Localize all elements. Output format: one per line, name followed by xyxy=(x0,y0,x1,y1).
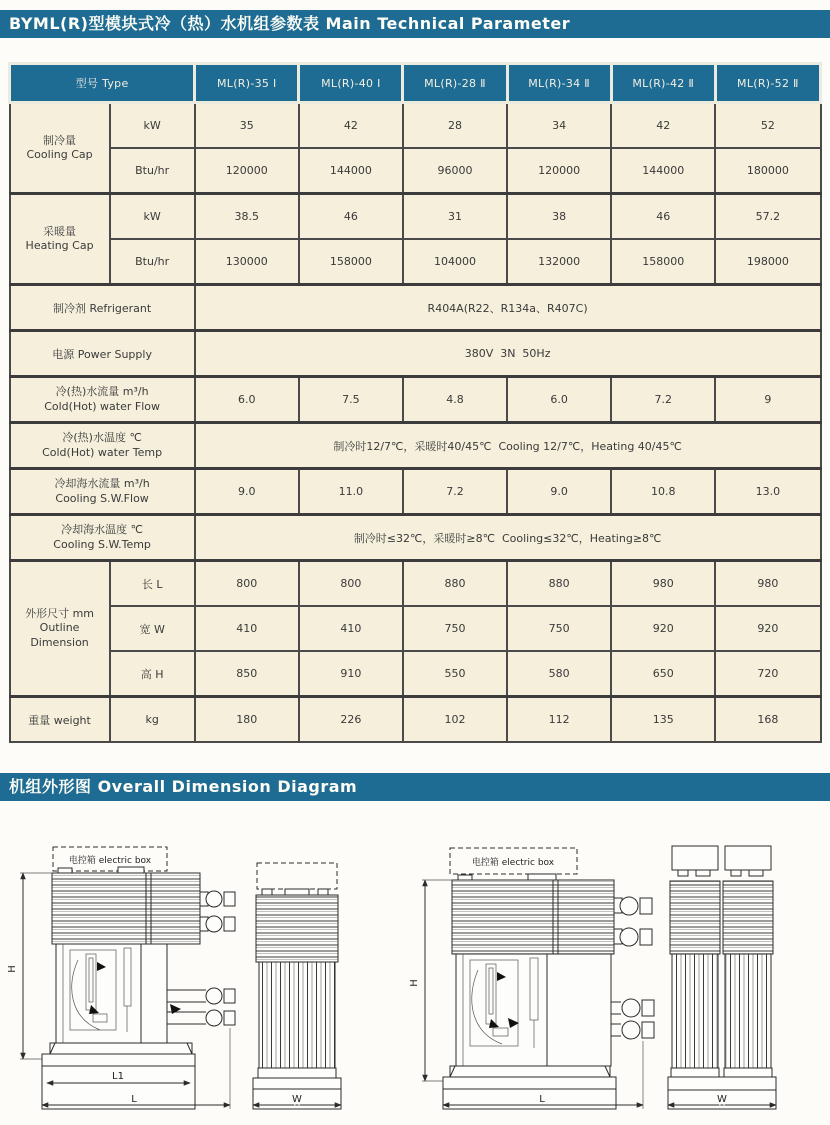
side-view-dual-module xyxy=(668,846,776,1109)
value-cell: 920 xyxy=(715,606,820,651)
value-cell: 13.0 xyxy=(715,469,820,515)
value-cell: 42 xyxy=(299,103,403,149)
refrigerant-value: R404A(R22、R134a、R407C) xyxy=(195,285,821,331)
sw-temp-value: 制冷时≤32℃，采暖时≥8℃ Cooling≤32℃，Heating≥8℃ xyxy=(195,515,821,561)
value-cell: 850 xyxy=(195,651,299,697)
value-cell: 800 xyxy=(195,561,299,607)
dim-label-w: W xyxy=(292,1094,302,1105)
sw-flow-label: 冷却海水流量 m³/h Cooling S.W.Flow xyxy=(10,469,195,515)
water-flow-label: 冷(热)水流量 m³/h Cold(Hot) water Flow xyxy=(10,377,195,423)
table-row-length xyxy=(10,561,821,607)
dimension-diagram xyxy=(0,836,830,1125)
water-temp-value: 制冷时12/7℃，采暖时40/45℃ Cooling 12/7℃，Heating 40/45℃ xyxy=(195,423,821,469)
value-cell: 31 xyxy=(403,194,507,240)
water-temp-label: 冷(热)水温度 ℃ Cold(Hot) water Temp xyxy=(10,423,195,469)
section-header-dimension-diagram: 机组外形图 Overall Dimension Diagram xyxy=(0,773,830,801)
value-cell: 550 xyxy=(403,651,507,697)
value-cell: 120000 xyxy=(195,148,299,194)
refrigerant-label: 制冷剂 Refrigerant xyxy=(10,285,195,331)
value-cell: 7.5 xyxy=(299,377,403,423)
heating-cap-label: 采暖量 Heating Cap xyxy=(10,194,110,285)
parameter-table xyxy=(8,62,822,743)
dim-label-h: H xyxy=(409,979,420,987)
value-cell: 7.2 xyxy=(403,469,507,515)
value-cell: 6.0 xyxy=(507,377,611,423)
value-cell: 130000 xyxy=(195,239,299,285)
table-row-refrigerant xyxy=(10,285,821,331)
value-cell: 650 xyxy=(611,651,715,697)
table-row-sw-flow xyxy=(10,469,821,515)
unit-cell: kW xyxy=(110,194,195,240)
model-header-cell: ML(R)-52 Ⅱ xyxy=(715,64,820,103)
value-cell: 132000 xyxy=(507,239,611,285)
table-row-cooling-btu xyxy=(10,148,821,194)
section-header-parameters: BYML(R)型模块式冷（热）水机组参数表 Main Technical Parameter xyxy=(0,10,830,38)
value-cell: 7.2 xyxy=(611,377,715,423)
cooling-cap-label: 制冷量 Cooling Cap xyxy=(10,103,110,194)
side-view-single-module xyxy=(253,863,341,1109)
value-cell: 96000 xyxy=(403,148,507,194)
sw-temp-label: 冷却海水温度 ℃ Cooling S.W.Temp xyxy=(10,515,195,561)
dim-label-l1: L1 xyxy=(112,1071,124,1082)
unit-cell: 宽 W xyxy=(110,606,195,651)
outline-dimension-label: 外形尺寸 mm Outline Dimension xyxy=(10,561,110,697)
value-cell: 42 xyxy=(611,103,715,149)
model-header-cell: ML(R)-42 Ⅱ xyxy=(611,64,715,103)
model-header-cell: ML(R)-28 Ⅱ xyxy=(403,64,507,103)
value-cell: 144000 xyxy=(299,148,403,194)
power-supply-label: 电源 Power Supply xyxy=(10,331,195,377)
value-cell: 180000 xyxy=(715,148,820,194)
catalog-page xyxy=(0,10,830,1105)
table-row-water-temp xyxy=(10,423,821,469)
unit-cell: Btu/hr xyxy=(110,239,195,285)
table-row-weight xyxy=(10,697,821,743)
type-header-cell: 型号 Type xyxy=(10,64,195,103)
value-cell: 410 xyxy=(195,606,299,651)
value-cell: 4.8 xyxy=(403,377,507,423)
table-row-height xyxy=(10,651,821,697)
power-supply-value: 380V 3N 50Hz xyxy=(195,331,821,377)
value-cell: 38 xyxy=(507,194,611,240)
value-cell: 158000 xyxy=(611,239,715,285)
value-cell: 46 xyxy=(611,194,715,240)
dim-label-l: L xyxy=(131,1094,137,1105)
table-row-models xyxy=(10,64,821,103)
value-cell: 9.0 xyxy=(507,469,611,515)
table-row-heating-kw xyxy=(10,194,821,240)
value-cell: 38.5 xyxy=(195,194,299,240)
value-cell: 46 xyxy=(299,194,403,240)
model-header-cell: ML(R)-35 Ⅰ xyxy=(195,64,299,103)
value-cell: 580 xyxy=(507,651,611,697)
value-cell: 198000 xyxy=(715,239,820,285)
table-row-heating-btu xyxy=(10,239,821,285)
value-cell: 750 xyxy=(403,606,507,651)
electric-box-label: 电控箱 electric box xyxy=(471,858,555,868)
value-cell: 410 xyxy=(299,606,403,651)
dim-label-h: H xyxy=(7,965,18,973)
dim-label-l: L xyxy=(539,1094,545,1105)
value-cell: 102 xyxy=(403,697,507,743)
unit-cell: kW xyxy=(110,103,195,149)
value-cell: 800 xyxy=(299,561,403,607)
dim-label-w: W xyxy=(717,1094,727,1105)
table-row-water-flow xyxy=(10,377,821,423)
value-cell: 52 xyxy=(715,103,820,149)
value-cell: 158000 xyxy=(299,239,403,285)
value-cell: 226 xyxy=(299,697,403,743)
model-header-cell: ML(R)-40 Ⅰ xyxy=(299,64,403,103)
value-cell: 135 xyxy=(611,697,715,743)
value-cell: 880 xyxy=(403,561,507,607)
value-cell: 9.0 xyxy=(195,469,299,515)
value-cell: 920 xyxy=(611,606,715,651)
model-header-cell: ML(R)-34 Ⅱ xyxy=(507,64,611,103)
unit-cell: 高 H xyxy=(110,651,195,697)
value-cell: 144000 xyxy=(611,148,715,194)
value-cell: 180 xyxy=(195,697,299,743)
weight-label: 重量 weight xyxy=(10,697,110,743)
value-cell: 112 xyxy=(507,697,611,743)
value-cell: 720 xyxy=(715,651,820,697)
unit-cell: Btu/hr xyxy=(110,148,195,194)
table-row-width xyxy=(10,606,821,651)
unit-cell: 长 L xyxy=(110,561,195,607)
value-cell: 28 xyxy=(403,103,507,149)
table-row-cooling-kw xyxy=(10,103,821,149)
value-cell: 910 xyxy=(299,651,403,697)
table-row-power-supply xyxy=(10,331,821,377)
value-cell: 57.2 xyxy=(715,194,820,240)
value-cell: 6.0 xyxy=(195,377,299,423)
electric-box-label: 电控箱 electric box xyxy=(68,856,152,866)
unit-cell: kg xyxy=(110,697,195,743)
value-cell: 980 xyxy=(715,561,820,607)
front-view-single-module xyxy=(7,847,235,1109)
value-cell: 11.0 xyxy=(299,469,403,515)
value-cell: 750 xyxy=(507,606,611,651)
value-cell: 104000 xyxy=(403,239,507,285)
table-row-sw-temp xyxy=(10,515,821,561)
value-cell: 880 xyxy=(507,561,611,607)
value-cell: 168 xyxy=(715,697,820,743)
front-view-dual-module xyxy=(409,848,654,1109)
value-cell: 980 xyxy=(611,561,715,607)
value-cell: 35 xyxy=(195,103,299,149)
value-cell: 120000 xyxy=(507,148,611,194)
value-cell: 9 xyxy=(715,377,820,423)
value-cell: 34 xyxy=(507,103,611,149)
value-cell: 10.8 xyxy=(611,469,715,515)
